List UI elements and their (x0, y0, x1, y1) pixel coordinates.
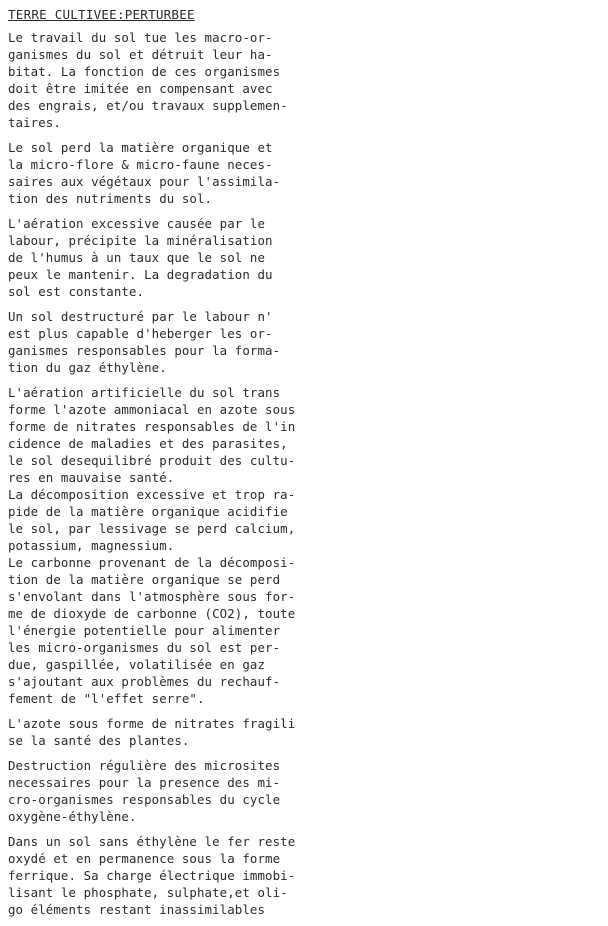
page-title: TERRE CULTIVEE:PERTURBEE (8, 7, 195, 22)
paragraph (8, 833, 304, 918)
paragraph (8, 757, 304, 825)
text-line: Un sol destructuré par le labour n' (8, 309, 273, 324)
text-line: Le travail du sol tue les macro-or- (8, 30, 273, 45)
paragraph (8, 384, 304, 486)
text-line: le sol desequilibré produit des cultu- (8, 453, 296, 468)
text-line: res en mauvaise santé. (8, 470, 175, 485)
text-line: doit être imitée en compensant avec (8, 81, 273, 96)
text-line: me de dioxyde de carbonne (CO2), toute (8, 606, 296, 621)
text-line: s'ajoutant aux problèmes du rechauf- (8, 674, 281, 689)
text-line: bitat. La fonction de ces organismes (8, 64, 281, 79)
text-line: se la santé des plantes. (8, 733, 190, 748)
text-line: cro-organismes responsables du cycle (8, 792, 281, 807)
text-line: lisant le phosphate, sulphate,et oli- (8, 885, 288, 900)
text-line: fement de "l'effet serre". (8, 691, 205, 706)
paragraph (8, 29, 304, 131)
paragraph (8, 486, 304, 554)
text-line: est plus capable d'heberger les or- (8, 326, 273, 341)
text-line: Le sol perd la matière organique et (8, 140, 273, 155)
text-line: tion des nutriments du sol. (8, 191, 213, 206)
text-line: forme de nitrates responsables de l'in (8, 419, 296, 434)
text-line: les micro-organismes du sol est per- (8, 640, 281, 655)
text-line: tion du gaz éthylène. (8, 360, 167, 375)
text-line: des engrais, et/ou travaux supplemen- (8, 98, 288, 113)
text-line: l'énergie potentielle pour alimenter (8, 623, 281, 638)
text-line: s'envolant dans l'atmosphère sous for- (8, 589, 296, 604)
text-line: la micro-flore & micro-faune neces- (8, 157, 273, 172)
text-line: due, gaspillée, volatilisée en gaz (8, 657, 266, 672)
text-line: La décomposition excessive et trop ra- (8, 487, 296, 502)
text-line: taires. (8, 115, 61, 130)
text-line: le sol, par lessivage se perd calcium, (8, 521, 296, 536)
text-line: ganismes du sol et détruit leur ha- (8, 47, 273, 62)
text-line: saires aux végétaux pour l'assimila- (8, 174, 281, 189)
text-line: L'aération excessive causée par le (8, 216, 266, 231)
text-line: oxydé et en permanence sous la forme (8, 851, 281, 866)
text-line: go éléments restant inassimilables (8, 902, 266, 917)
text-line: L'aération artificielle du sol trans (8, 385, 281, 400)
text-line: de l'humus à un taux que le sol ne (8, 250, 266, 265)
paragraph (8, 215, 304, 300)
text-line: Dans un sol sans éthylène le fer reste (8, 834, 296, 849)
text-line: cidence de maladies et des parasites, (8, 436, 288, 451)
paragraph (8, 715, 304, 749)
paragraph (8, 554, 304, 707)
text-line: L'azote sous forme de nitrates fragili (8, 716, 296, 731)
text-line: Destruction régulière des microsites (8, 758, 281, 773)
text-line: ferrique. Sa charge électrique immobi- (8, 868, 296, 883)
text-line: sol est constante. (8, 284, 145, 299)
typed-page (8, 6, 304, 926)
text-line: oxygène-éthylène. (8, 809, 137, 824)
text-line: ganismes responsables pour la forma- (8, 343, 281, 358)
text-line: peux le mantenir. La degradation du (8, 267, 273, 282)
text-line: pide de la matière organique acidifie (8, 504, 288, 519)
text-line: forme l'azote ammoniacal en azote sous (8, 402, 296, 417)
text-line: Le carbonne provenant de la décomposi- (8, 555, 296, 570)
text-line: tion de la matière organique se perd (8, 572, 281, 587)
paragraph (8, 308, 304, 376)
paragraph (8, 139, 304, 207)
text-line: potassium, magnessium. (8, 538, 175, 553)
text-line: necessaires pour la presence des mi- (8, 775, 281, 790)
text-line: labour, précipite la minéralisation (8, 233, 273, 248)
